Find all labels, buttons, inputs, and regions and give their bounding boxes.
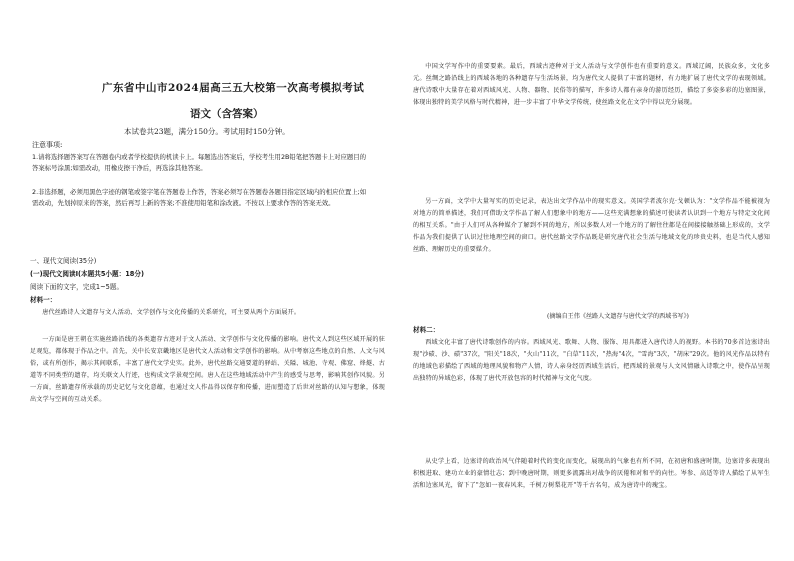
- material-2-label: 材料二：: [413, 326, 440, 334]
- exam-info: 本试卷共23题，满分150分。考试用时150分钟。: [124, 127, 290, 136]
- instruction: 阅读下面的文字，完成1~5题。: [30, 283, 124, 291]
- subsection-heading: (一)现代文阅读Ⅰ(本题共5小题：18分): [30, 270, 144, 278]
- exam-subtitle: 语文（含答案）: [190, 108, 264, 120]
- right-paragraph-2: 另一方面，文学中大量写实的历史记录，表达出文学作品中的现实意义。英国学者波尔克·戈顿认为："文学作品不能被视为对地方的简单描述，我们可借助文学作品了解人们想象中的地方——这些充满想象的描述可使读者认识到一个地方与特定文化间的相互关系。"由于人们可从各种媒介了解到不同的地方，所以多数人对一个地方的了解往往都是在间接接触基础上形成的，文学作品为我们提供了认识过往地理空间的窗口。唐代丝路文学作品既是研究唐代社会生活与地域文化的珍贵史料，也是当代人感知丝路、理解历史的重要媒介。: [413, 198, 770, 254]
- right-paragraph-1: 中国文学写作中的重要要素。最后，西域古迹种对于文人活动与文学创作也有重要的意义。西域辽阔，民族众多，文化多元。丝绸之路沿线上的西域各地的各种遗存与生活场景，均为唐代文人提供了丰富的题材，有力地扩展了唐代文学的表现领域。唐代诗歌中大量存在着对西域风光、人物、器物、民俗等的描写，许多诗人都有亲身的游历经历，描绘了多姿多彩的边塞图景，体现出独特的美学风格与时代精神，进一步丰富了中华文学传统，使丝路文化在文学中得以充分展现。: [413, 63, 770, 107]
- left-paragraph-2: 一方面是唐王朝在实施丝路沿线的各类遗存古迹对于文人活动、文学创作与文化传播的影响。唐代文人到这些区域开展的驻足观览，都体现于作品之中。首先，关中长安京畿地区是唐代文人活动和文学创作的影响。从中考察这些地点的自然、人文与风俗，或有所创作，揭示其间联系，丰富了唐代文学史实。此外，唐代丝路交通要道的驿站、关隘、城池、寺观、佛窟、烽燧、古道等不同类型的遗存，均关联文人行迹，也构成文学景观空间。唐人在这些地域活动中产生的感受与思考，影响其创作风貌。另一方面，丝路遗存所承载的历史记忆与文化意蕴，也通过文人作品得以保存和传播，进而塑造了后世对丝路的认知与想象，体现出文学与空间的互动关系。: [30, 336, 385, 404]
- right-paragraph-3: 西域文化丰富了唐代诗歌创作的内容。西域风光、歌舞、人物、服饰、用具都进入唐代诗人的视野。本书的70多首边塞诗出现"沙碛、沙、碛"37次，"阳关"18次，"火山"11次，"白草"11次，"热海"4次，"雪海"3次，"胡床"29次。他的风光作品以特有的地域色彩描绘了西域的地理风貌和物产人情，诗人亲身经历西域生活后，把西域的景观与人文风情融入诗歌之中，使作品呈现出独特的异域色彩，体现了唐代开放包容的时代精神与文化气度。: [413, 339, 770, 383]
- notes-heading: 注意事项:: [32, 141, 63, 149]
- exam-title: 广东省中山市2024届高三五大校第一次高考模拟考试: [102, 82, 365, 94]
- material-1-label: 材料一：: [30, 296, 57, 304]
- note-item-2: 2.非选择题，必须用黑色字迹的钢笔或签字笔在答题卷上作答，答案必须写在答题卷各题目指定区域内的相应位置上;如需改动，先划掉原来的答案，然后再写上新的答案;不准使用铅笔和涂改液。不按以上要求作答的答案无效。: [32, 188, 367, 207]
- section-heading: 一、现代文阅读(35分): [30, 257, 97, 265]
- note-item-1: 1.请将选择题答案写在答题卷内或者学校提供的机读卡上。每题选出答案后，学校考生用2B铅笔把答题卡上对应题目的答案标号涂黑;如需改动，用橡皮擦干净后，再选涂其他答案。: [32, 153, 367, 172]
- right-paragraph-4: 从史学上看，边塞诗的政治风气伴随着时代的变化而变化，展现出的气象也有所不同，在初唐和盛唐时期，边塞诗多表现出积极进取、建功立业的豪情壮志；到中晚唐时期，则更多流露出对战争的厌倦和对和平的向往。岑参、高适等诗人描绘了从军生活和边塞风光，留下了"忽如一夜春风来，千树万树梨花开"等千古名句，成为唐诗中的瑰宝。: [413, 458, 770, 490]
- citation: (摘编自王伟《丝路人文遗存与唐代文学的西域书写》): [547, 313, 689, 320]
- left-paragraph-1: 唐代丝路诗人文遗存与文人活动、文学创作与文化传播的关系研究，可主要从两个方面展开。: [42, 309, 301, 316]
